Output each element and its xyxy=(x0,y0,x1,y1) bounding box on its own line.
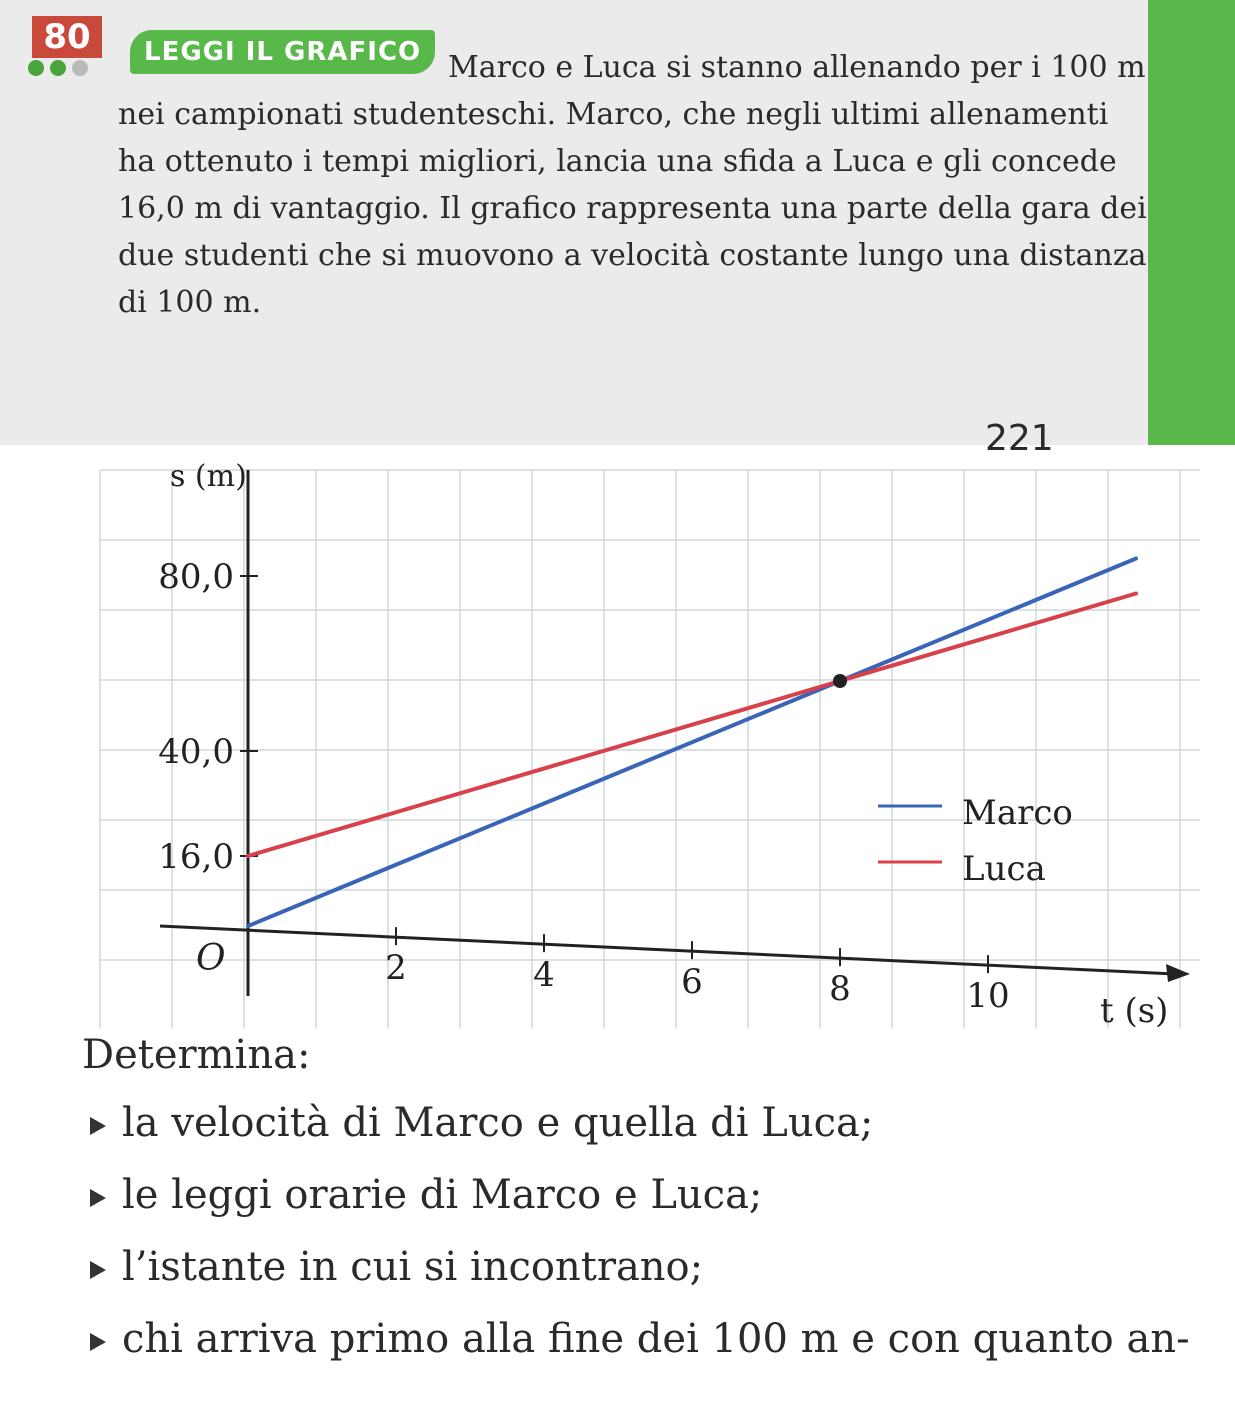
bullet-triangle-icon xyxy=(90,1261,106,1279)
question-item xyxy=(90,1100,873,1146)
question-text: chi arriva primo alla fine dei 100 m e con quanto an- xyxy=(122,1316,1190,1362)
x-tick-label: 6 xyxy=(681,962,703,1003)
x-axis-arrow-icon xyxy=(1166,964,1190,982)
legend-label-marco: Marco xyxy=(962,793,1073,833)
question-text: la velocità di Marco e quella di Luca; xyxy=(122,1100,874,1146)
origin-label: O xyxy=(196,938,226,979)
exercise-tag: LEGGI IL GRAFICO xyxy=(130,30,435,74)
difficulty-dot xyxy=(50,60,66,76)
question-item xyxy=(90,1244,703,1290)
x-tick-label: 4 xyxy=(533,955,555,996)
x-tick-label: 2 xyxy=(385,948,407,989)
x-axis xyxy=(160,926,1175,974)
y-tick-label: 80,0 xyxy=(158,557,234,597)
bullet-triangle-icon xyxy=(90,1117,106,1135)
bullet-triangle-icon xyxy=(90,1333,106,1351)
exercise-number: 80 xyxy=(32,16,102,58)
question-item xyxy=(90,1316,1190,1362)
y-tick-label: 40,0 xyxy=(158,732,234,772)
difficulty-dot xyxy=(28,60,44,76)
x-tick-label: 8 xyxy=(829,969,851,1010)
question-text: l’istante in cui si incontrano; xyxy=(122,1244,704,1290)
question-item xyxy=(90,1172,762,1218)
problem-text: Marco e Luca si stanno allenando per i 100 m nei campionati studenteschi. Marco, che negli ultimi allenamenti ha ottenuto i tempi migliori, lancia una sfida a Luca e gli concede 16,0 m di vantaggio. Il grafico rappresenta una parte della gara dei due studenti che si muovono a velocità costante lungo una distanza di 100 m. xyxy=(118,50,1147,320)
y-tick-label: 16,0 xyxy=(158,837,234,877)
y-axis-label: s (m) xyxy=(170,459,247,494)
page-number-fragment: 221 xyxy=(985,418,1054,459)
margin-color-bar xyxy=(1148,0,1235,445)
questions-title: Determina: xyxy=(82,1032,311,1078)
chart-container xyxy=(0,450,1235,1050)
intersection-point xyxy=(833,674,847,688)
question-text: le leggi orarie di Marco e Luca; xyxy=(122,1172,763,1218)
x-axis-label: t (s) xyxy=(1100,991,1169,1031)
position-time-chart xyxy=(0,450,1235,1050)
bullet-triangle-icon xyxy=(90,1189,106,1207)
difficulty-indicator xyxy=(28,60,94,80)
x-tick-label: 10 xyxy=(966,976,1010,1017)
difficulty-dot xyxy=(72,60,88,76)
legend-label-luca: Luca xyxy=(962,849,1046,889)
